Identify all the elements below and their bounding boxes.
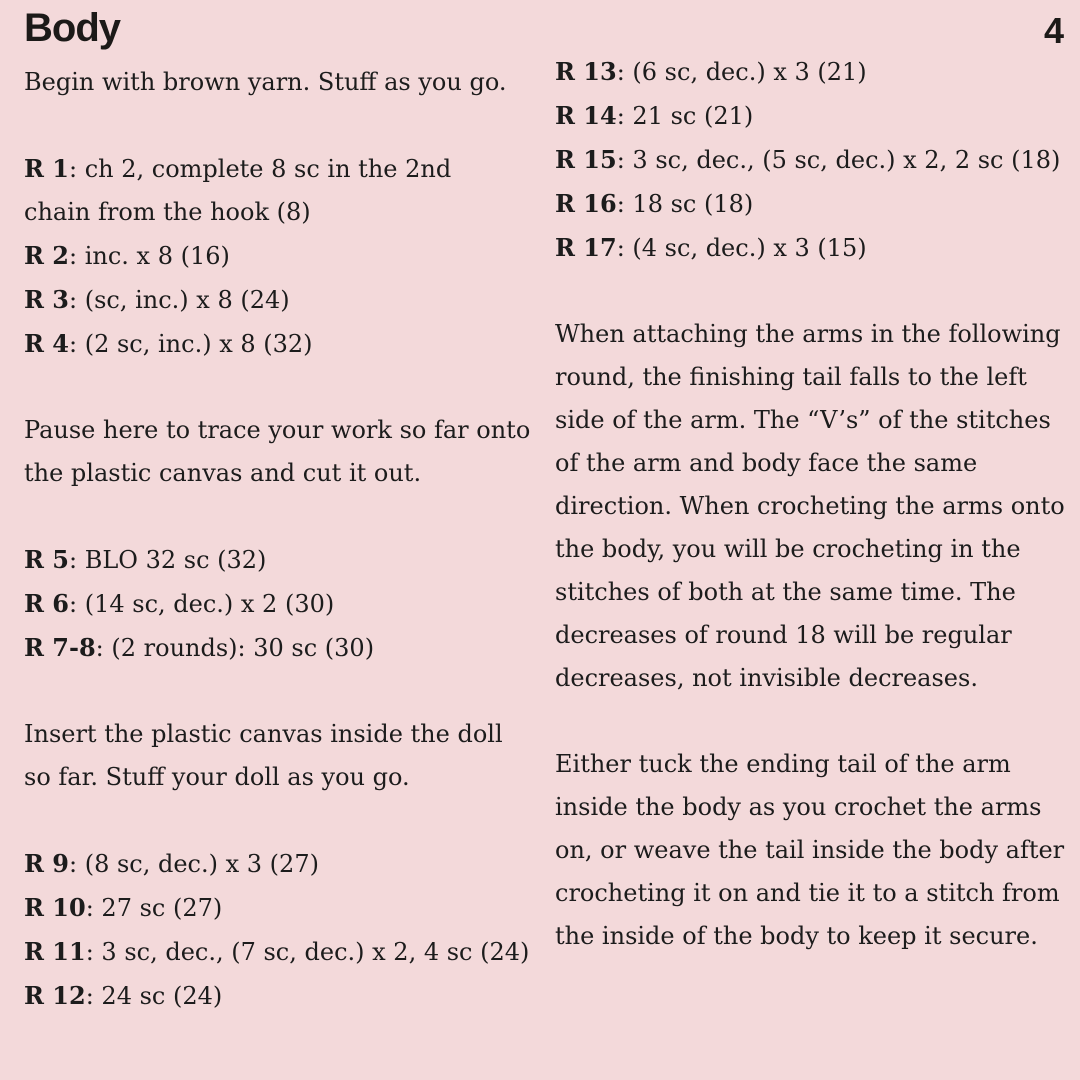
round-instruction: : 21 sc (21) xyxy=(616,102,754,130)
round-instruction: : 3 sc, dec., (5 sc, dec.) x 2, 2 sc (18) xyxy=(616,146,1061,174)
insert-note: Insert the plastic canvas inside the doll so far. Stuff your doll as you go. xyxy=(24,720,503,791)
round-line xyxy=(555,182,1065,226)
rounds-list-1 xyxy=(24,147,534,366)
round-label: R 5 xyxy=(24,545,69,574)
round-instruction: : 3 sc, dec., (7 sc, dec.) x 2, 4 sc (24) xyxy=(85,938,530,966)
round-line xyxy=(24,582,534,626)
round-label: R 11 xyxy=(24,937,86,966)
round-line xyxy=(24,147,534,191)
round-line xyxy=(24,278,534,322)
round-instruction: : (14 sc, dec.) x 2 (30) xyxy=(69,590,335,618)
round-instruction: chain from the hook (8) xyxy=(24,198,311,226)
round-label: R 1 xyxy=(24,154,69,183)
round-instruction: : (8 sc, dec.) x 3 (27) xyxy=(69,850,319,878)
round-line xyxy=(555,226,1065,270)
round-instruction: : BLO 32 sc (32) xyxy=(69,546,267,574)
page-title: Body xyxy=(24,6,120,50)
page-number: 4 xyxy=(1043,10,1064,51)
round-line xyxy=(555,138,1065,182)
round-line xyxy=(555,50,1065,94)
round-instruction: : (2 sc, inc.) x 8 (32) xyxy=(69,330,313,358)
round-label: R 6 xyxy=(24,589,69,618)
round-instruction: : (6 sc, dec.) x 3 (21) xyxy=(616,58,867,86)
round-instruction: : ch 2, complete 8 sc in the 2nd xyxy=(69,155,452,183)
round-instruction: : inc. x 8 (16) xyxy=(69,242,230,270)
round-line xyxy=(24,886,534,930)
round-line xyxy=(24,538,534,582)
round-label: R 3 xyxy=(24,285,69,314)
tail-note: Either tuck the ending tail of the arm inside the body as you crochet the arms on, or weave the tail inside the body after crocheting it on and tie it to a stitch from the inside of the body to keep it secure. xyxy=(555,750,1065,950)
round-line xyxy=(24,930,534,974)
left-column xyxy=(24,61,534,1018)
round-instruction: : (4 sc, dec.) x 3 (15) xyxy=(616,234,867,262)
round-instruction: : (sc, inc.) x 8 (24) xyxy=(69,286,290,314)
round-line xyxy=(24,842,534,886)
round-label: R 9 xyxy=(24,849,69,878)
arms-note: When attaching the arms in the following round, the finishing tail falls to the left side of the arm. The “V’s” of the stitches of the arm and body face the same direction. When crocheting the arms onto the body, you will be crocheting in the stitches of both at the same time. The decreases of round 18 will be regular decreases, not invisible decreases. xyxy=(555,320,1065,692)
round-label: R 4 xyxy=(24,329,69,358)
rounds-list-4 xyxy=(555,50,1065,270)
rounds-list-2 xyxy=(24,538,534,670)
round-label: R 14 xyxy=(555,101,617,130)
round-label: R 7-8 xyxy=(24,633,96,662)
round-line xyxy=(24,322,534,366)
round-line xyxy=(555,94,1065,138)
round-instruction: : 27 sc (27) xyxy=(85,894,223,922)
round-label: R 17 xyxy=(555,233,617,262)
rounds-list-3 xyxy=(24,842,534,1018)
round-line xyxy=(24,234,534,278)
round-line xyxy=(24,191,534,234)
round-instruction: : 18 sc (18) xyxy=(616,190,754,218)
round-label: R 10 xyxy=(24,893,86,922)
round-line xyxy=(24,626,534,670)
round-line xyxy=(24,974,534,1018)
round-instruction: : (2 rounds): 30 sc (30) xyxy=(95,634,375,662)
round-instruction: : 24 sc (24) xyxy=(85,982,223,1010)
pause-note: Pause here to trace your work so far onto the plastic canvas and cut it out. xyxy=(24,416,531,487)
round-label: R 15 xyxy=(555,145,617,174)
right-column xyxy=(555,50,1065,958)
round-label: R 12 xyxy=(24,981,86,1010)
round-label: R 2 xyxy=(24,241,69,270)
intro-paragraph: Begin with brown yarn. Stuff as you go. xyxy=(24,68,507,96)
round-label: R 13 xyxy=(555,57,617,86)
round-label: R 16 xyxy=(555,189,617,218)
